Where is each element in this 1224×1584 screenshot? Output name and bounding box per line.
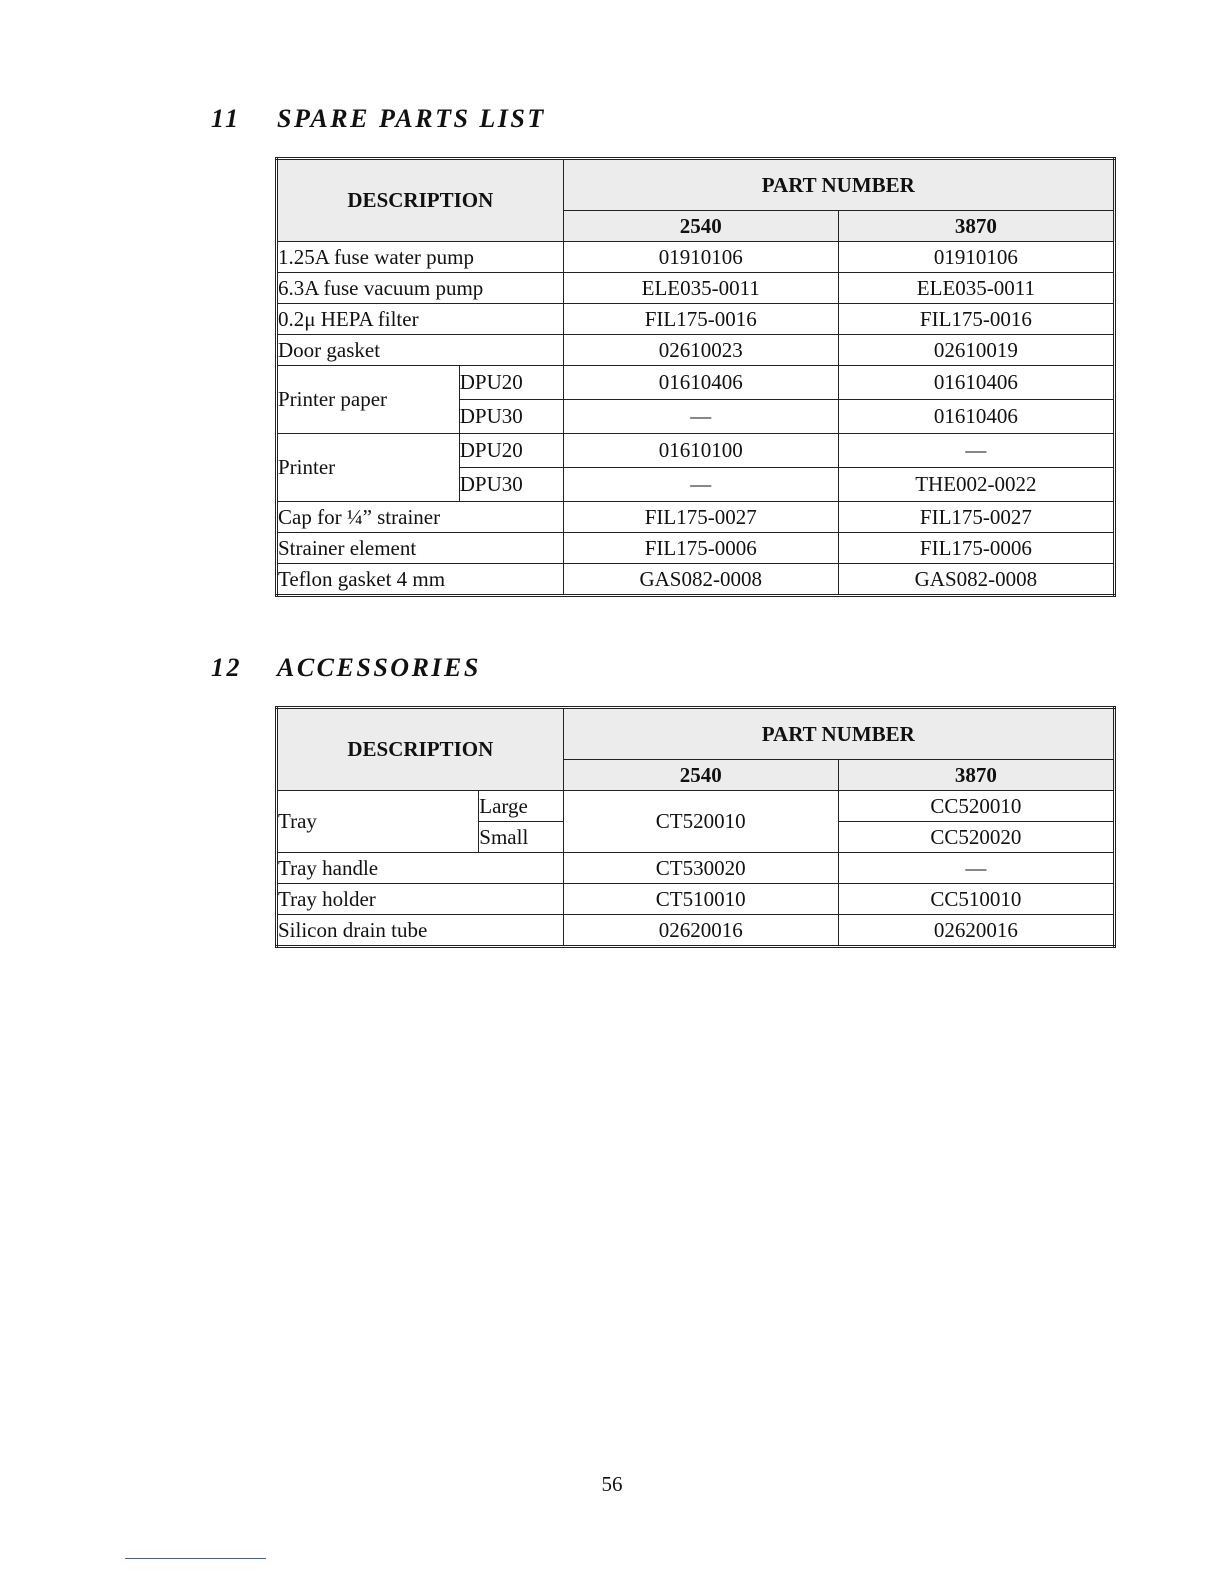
part-number-3870: 02620016 xyxy=(838,915,1114,947)
table-row xyxy=(277,366,1115,400)
part-number-3870: CC510010 xyxy=(838,884,1114,915)
part-number-2540: CT520010 xyxy=(563,791,838,853)
row-description: Silicon drain tube xyxy=(277,915,564,947)
row-description: Printer xyxy=(277,434,460,502)
part-number-3870: FIL175-0006 xyxy=(838,533,1114,564)
section-title: SPARE PARTS LIST xyxy=(277,104,546,133)
row-description: Printer paper xyxy=(277,366,460,434)
part-number-3870: THE002-0022 xyxy=(838,468,1114,502)
accessories-table xyxy=(275,706,1116,948)
description-header: DESCRIPTION xyxy=(277,708,564,791)
part-number-2540: GAS082-0008 xyxy=(563,564,838,596)
part-number-2540: ELE035-0011 xyxy=(563,273,838,304)
part-number-3870: FIL175-0027 xyxy=(838,502,1114,533)
description-header: DESCRIPTION xyxy=(277,159,564,242)
table-row xyxy=(277,304,1115,335)
table-row xyxy=(277,533,1115,564)
row-description: 1.25A fuse water pump xyxy=(277,242,564,273)
model-2540-header: 2540 xyxy=(563,211,838,242)
part-number-3870: — xyxy=(838,853,1114,884)
part-number-3870: CC520010 xyxy=(838,791,1114,822)
part-number-3870: — xyxy=(838,434,1114,468)
row-description: 0.2μ HEPA filter xyxy=(277,304,564,335)
model-3870-header: 3870 xyxy=(838,211,1114,242)
table-row xyxy=(277,884,1115,915)
row-description: 6.3A fuse vacuum pump xyxy=(277,273,564,304)
row-description: Teflon gasket 4 mm xyxy=(277,564,564,596)
part-number-header: PART NUMBER xyxy=(563,159,1114,211)
page-number: 56 xyxy=(601,1472,623,1496)
section-heading-accessories xyxy=(211,653,481,683)
table-row xyxy=(277,502,1115,533)
part-number-3870: FIL175-0016 xyxy=(838,304,1114,335)
section-title: ACCESSORIES xyxy=(277,653,481,682)
part-number-3870: 01610406 xyxy=(838,366,1114,400)
row-description: Cap for ¼” strainer xyxy=(277,502,564,533)
part-number-2540: FIL175-0006 xyxy=(563,533,838,564)
model-3870-header: 3870 xyxy=(838,760,1114,791)
table-row xyxy=(277,434,1115,468)
table-row xyxy=(277,273,1115,304)
part-number-2540: CT530020 xyxy=(563,853,838,884)
row-variant: DPU20 xyxy=(459,366,563,400)
part-number-3870: 01610406 xyxy=(838,400,1114,434)
row-description: Tray holder xyxy=(277,884,564,915)
row-variant: DPU30 xyxy=(459,468,563,502)
section-heading-spare-parts xyxy=(211,104,546,134)
part-number-3870: 01910106 xyxy=(838,242,1114,273)
row-description: Door gasket xyxy=(277,335,564,366)
part-number-2540: 01610406 xyxy=(563,366,838,400)
part-number-2540: 01610100 xyxy=(563,434,838,468)
table-row xyxy=(277,242,1115,273)
table-row xyxy=(277,335,1115,366)
row-variant: DPU20 xyxy=(459,434,563,468)
section-number: 12 xyxy=(211,653,242,682)
row-variant: DPU30 xyxy=(459,400,563,434)
part-number-3870: 02610019 xyxy=(838,335,1114,366)
part-number-2540: FIL175-0027 xyxy=(563,502,838,533)
footnote-separator xyxy=(125,1558,266,1559)
table-row xyxy=(277,915,1115,947)
part-number-2540: CT510010 xyxy=(563,884,838,915)
table-row xyxy=(277,564,1115,596)
part-number-3870: GAS082-0008 xyxy=(838,564,1114,596)
part-number-2540: 01910106 xyxy=(563,242,838,273)
row-variant: Small xyxy=(479,822,563,853)
part-number-3870: CC520020 xyxy=(838,822,1114,853)
row-description: Tray handle xyxy=(277,853,564,884)
table-row xyxy=(277,853,1115,884)
row-description: Tray xyxy=(277,791,479,853)
section-number: 11 xyxy=(211,104,241,133)
part-number-2540: — xyxy=(563,468,838,502)
spare-parts-table xyxy=(275,157,1116,597)
row-description: Strainer element xyxy=(277,533,564,564)
part-number-header: PART NUMBER xyxy=(563,708,1114,760)
model-2540-header: 2540 xyxy=(563,760,838,791)
part-number-2540: FIL175-0016 xyxy=(563,304,838,335)
row-variant: Large xyxy=(479,791,563,822)
part-number-2540: 02610023 xyxy=(563,335,838,366)
part-number-2540: — xyxy=(563,400,838,434)
part-number-3870: ELE035-0011 xyxy=(838,273,1114,304)
table-row xyxy=(277,791,1115,822)
part-number-2540: 02620016 xyxy=(563,915,838,947)
